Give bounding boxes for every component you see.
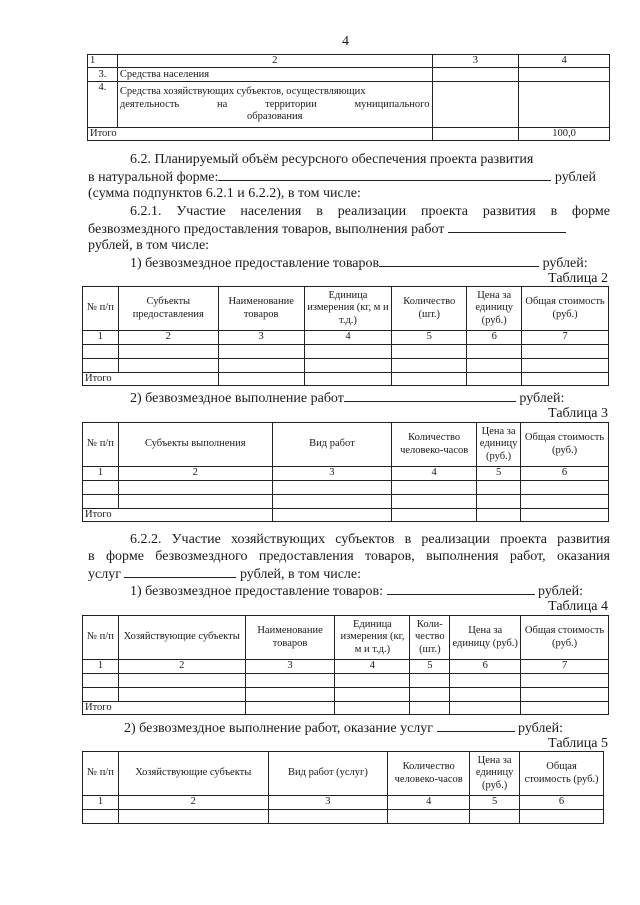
table-4-caption: Таблица 4 [548, 599, 608, 614]
header-cell: Цена за единицу (руб.) [450, 616, 521, 660]
table-5 [82, 751, 604, 824]
table-row [88, 82, 610, 128]
table-2-caption: Таблица 2 [548, 271, 608, 286]
total-label: Итого [83, 702, 246, 715]
table-header-row [83, 616, 609, 660]
table-row [88, 68, 610, 82]
text: рублей: [538, 584, 583, 599]
header-cell: Вид работ (услуг) [268, 752, 388, 796]
header-cell: Вид работ [272, 423, 392, 467]
header-cell: Наименование товаров [245, 616, 335, 660]
total-label: Итого [83, 509, 273, 522]
paragraph-6-2-2: 6.2.2. Участие хозяйствующих субъектов в реализации проекта развития [130, 532, 610, 547]
text: рублей, в том числе: [88, 238, 210, 253]
row-number: 4. [88, 82, 118, 128]
column-number-row: 1 2 3 4 5 6 7 [83, 331, 609, 345]
table-1 [87, 54, 610, 141]
paragraph-6-2: 6.2. Планируемый объём ресурсного обеспечения проекта развития [130, 152, 534, 167]
text: 2) безвозмездное выполнение работ [130, 391, 344, 406]
table-header-row [83, 287, 609, 331]
header-cell: Коли-чество (шт.) [410, 616, 450, 660]
table-total-row [83, 373, 609, 386]
header-cell: 1 [88, 55, 118, 68]
header-cell: № п/п [83, 423, 119, 467]
table-header-row [88, 55, 610, 68]
text: 1) безвозмездное предоставление товаров: [130, 584, 383, 599]
table-header-row [83, 423, 609, 467]
table-row [83, 674, 609, 688]
table-3 [82, 422, 609, 522]
table-total-row [83, 509, 609, 522]
header-cell: Хозяйствующие субъекты [118, 616, 245, 660]
header-cell: Хозяйствующие субъекты [118, 752, 268, 796]
header-cell: № п/п [83, 752, 119, 796]
column-number-row: 1 2 3 4 5 6 [83, 467, 609, 481]
header-cell: Общая стоимость (руб.) [521, 423, 609, 467]
column-number-row: 1 2 3 4 5 6 [83, 796, 604, 810]
table-5-caption: Таблица 5 [548, 736, 608, 751]
row-number: 3. [88, 68, 118, 82]
table-header-row [83, 752, 604, 796]
blank-line [124, 565, 236, 578]
text: 1) безвозмездное предоставление товаров [130, 256, 380, 271]
header-cell: 4 [519, 55, 610, 68]
header-cell: Субъекты выполнения [118, 423, 272, 467]
header-cell: Цена за единицу (руб.) [470, 752, 520, 796]
table-row [83, 345, 609, 359]
paragraph-6-2-cont: (сумма подпунктов 6.2.1 и 6.2.2), в том числе: [88, 186, 361, 201]
total-label: Итого [83, 373, 219, 386]
text: рублей [554, 170, 597, 185]
header-cell: Цена за единицу (руб.) [477, 423, 521, 467]
header-cell: Единица измерения (кг, м и т.д.) [335, 616, 410, 660]
header-cell: Количество человеко-часов [388, 752, 470, 796]
text: рублей: [519, 391, 565, 406]
table-2 [82, 286, 609, 386]
column-number-row: 1 2 3 4 5 6 7 [83, 660, 609, 674]
header-cell: № п/п [83, 287, 119, 331]
header-cell: Общая стоимость (руб.) [521, 616, 609, 660]
text: 2) безвозмездное выполнение работ, оказание услуг [124, 721, 434, 736]
header-cell: Количество (шт.) [392, 287, 467, 331]
blank-line [387, 582, 535, 595]
table-row [83, 359, 609, 373]
blank-line [379, 254, 539, 267]
text: рублей: [518, 721, 564, 736]
header-cell: Общая стоимость (руб.) [520, 752, 604, 796]
blank-line [437, 719, 515, 732]
header-cell: Единица измерения (кг, м и т.д.) [304, 287, 392, 331]
header-cell: 3 [432, 55, 519, 68]
text: в форме безвозмездного предоставления товаров, выполнения работ, оказания [88, 549, 610, 564]
table-row [83, 810, 604, 824]
page-number: 4 [342, 34, 349, 49]
blank-line [448, 220, 566, 233]
table-3-caption: Таблица 3 [548, 406, 608, 421]
table-row [83, 495, 609, 509]
table-total-row [88, 128, 610, 141]
table-total-row [83, 702, 609, 715]
text: рублей, в том числе: [239, 567, 362, 582]
text: услуг [88, 567, 121, 582]
header-cell: Общая стоимость (руб.) [522, 287, 609, 331]
table-row [83, 481, 609, 495]
header-cell: 2 [117, 55, 432, 68]
row-label: Средства населения [117, 68, 432, 82]
header-cell: Цена за единицу (руб.) [467, 287, 522, 331]
header-cell: Количество человеко-часов [392, 423, 477, 467]
total-value: 100,0 [519, 128, 610, 141]
header-cell: Наименование товаров [218, 287, 304, 331]
blank-line [344, 389, 516, 402]
text: в натуральной форме: [88, 170, 219, 185]
total-label: Итого [88, 128, 433, 141]
header-cell: № п/п [83, 616, 119, 660]
blank-line [218, 168, 551, 181]
paragraph-6-2-1: 6.2.1. Участие населения в реализации проекта развития в форме [130, 204, 610, 219]
text: рублей: [542, 256, 588, 271]
header-cell: Субъекты предоставления [118, 287, 218, 331]
table-row [83, 688, 609, 702]
text: безвозмездного предоставления товаров, выполнения работ [88, 222, 445, 237]
row-label: Средства хозяйствующих субъектов, осуществляющих деятельность на территории муниципального образования [117, 82, 432, 128]
table-4 [82, 615, 609, 715]
